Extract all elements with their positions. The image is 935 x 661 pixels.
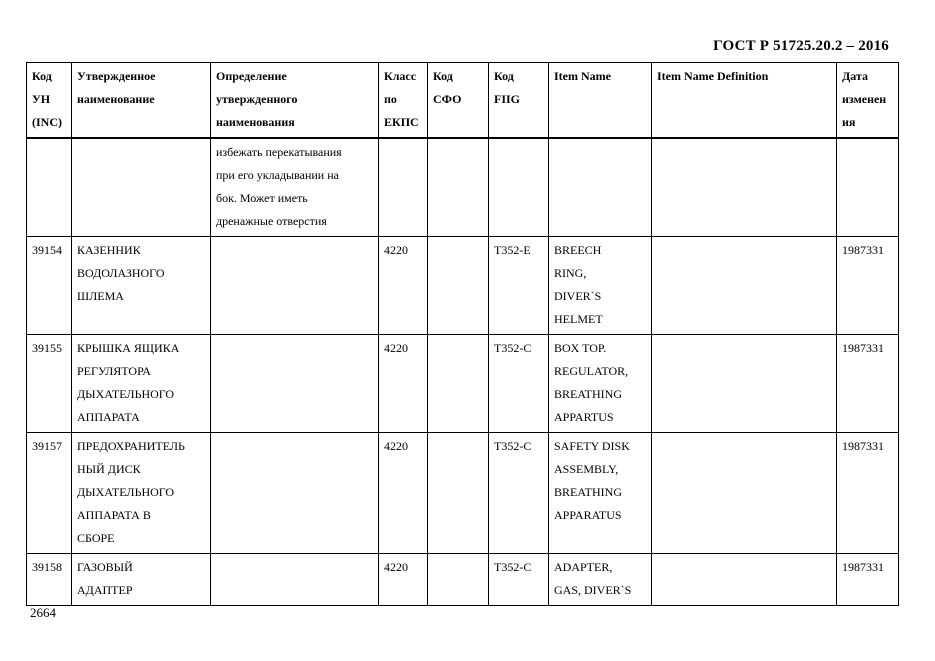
cell-class: [379, 138, 428, 237]
cell-definition: [211, 433, 379, 554]
cell-class: 4220: [379, 433, 428, 554]
cell-sfo: [428, 237, 489, 335]
cell-code: 39154: [27, 237, 72, 335]
cell-fiig: T352-E: [489, 237, 549, 335]
cell-code: 39155: [27, 335, 72, 433]
cell-class: 4220: [379, 335, 428, 433]
cell-date: [837, 138, 899, 237]
page-number: 2664: [30, 605, 56, 620]
table-row: [27, 138, 899, 237]
cell-date: 1987331: [837, 237, 899, 335]
column-header-code: Код УН (INC): [27, 63, 72, 139]
cell-date: 1987331: [837, 554, 899, 606]
table-row: [27, 335, 899, 433]
column-header-approved-name: Утвержденное наименование: [72, 63, 211, 139]
cell-approved-name: [72, 138, 211, 237]
table-row: [27, 237, 899, 335]
cell-sfo: [428, 433, 489, 554]
cell-definition: [211, 335, 379, 433]
cell-item-name: BOX TOP. REGULATOR, BREATHING APPARTUS: [549, 335, 652, 433]
cell-sfo: [428, 554, 489, 606]
cell-definition: [211, 554, 379, 606]
cell-fiig: [489, 138, 549, 237]
cell-date: 1987331: [837, 433, 899, 554]
table-row: [27, 433, 899, 554]
cell-class: 4220: [379, 237, 428, 335]
cell-class: 4220: [379, 554, 428, 606]
cell-approved-name: ПРЕДОХРАНИТЕЛЬ НЫЙ ДИСК ДЫХАТЕЛЬНОГО АППАРАТА В СБОРЕ: [72, 433, 211, 554]
document-title: ГОСТ Р 51725.20.2 – 2016: [713, 38, 889, 54]
cell-item-name: ADAPTER, GAS, DIVER`S: [549, 554, 652, 606]
cell-approved-name: КАЗЕННИК ВОДОЛАЗНОГО ШЛЕМА: [72, 237, 211, 335]
table-header-row: [27, 63, 899, 139]
catalog-table: [26, 62, 899, 606]
cell-item-name: BREECH RING, DIVER`S HELMET: [549, 237, 652, 335]
cell-code: [27, 138, 72, 237]
column-header-sfo: Код СФО: [428, 63, 489, 139]
cell-code: 39158: [27, 554, 72, 606]
cell-item-name-definition: [652, 335, 837, 433]
column-header-date: Дата изменен ия: [837, 63, 899, 139]
column-header-definition: Определение утвержденного наименования: [211, 63, 379, 139]
cell-definition: избежать перекатывания при его укладывании на бок. Может иметь дренажные отверстия: [211, 138, 379, 237]
table-row: [27, 554, 899, 606]
column-header-class: Класс по ЕКПС: [379, 63, 428, 139]
cell-fiig: T352-C: [489, 433, 549, 554]
cell-fiig: T352-C: [489, 554, 549, 606]
cell-code: 39157: [27, 433, 72, 554]
column-header-item-name: Item Name: [549, 63, 652, 139]
cell-approved-name: ГАЗОВЫЙ АДАПТЕР: [72, 554, 211, 606]
cell-item-name-definition: [652, 138, 837, 237]
cell-item-name-definition: [652, 237, 837, 335]
cell-item-name-definition: [652, 433, 837, 554]
column-header-fiig: Код FIIG: [489, 63, 549, 139]
cell-item-name: SAFETY DISK ASSEMBLY, BREATHING APPARATUS: [549, 433, 652, 554]
cell-item-name-definition: [652, 554, 837, 606]
cell-date: 1987331: [837, 335, 899, 433]
cell-item-name: [549, 138, 652, 237]
cell-definition: [211, 237, 379, 335]
cell-fiig: T352-C: [489, 335, 549, 433]
cell-approved-name: КРЫШКА ЯЩИКА РЕГУЛЯТОРА ДЫХАТЕЛЬНОГО АППАРАТА: [72, 335, 211, 433]
cell-sfo: [428, 335, 489, 433]
cell-sfo: [428, 138, 489, 237]
column-header-item-name-definition: Item Name Definition: [652, 63, 837, 139]
